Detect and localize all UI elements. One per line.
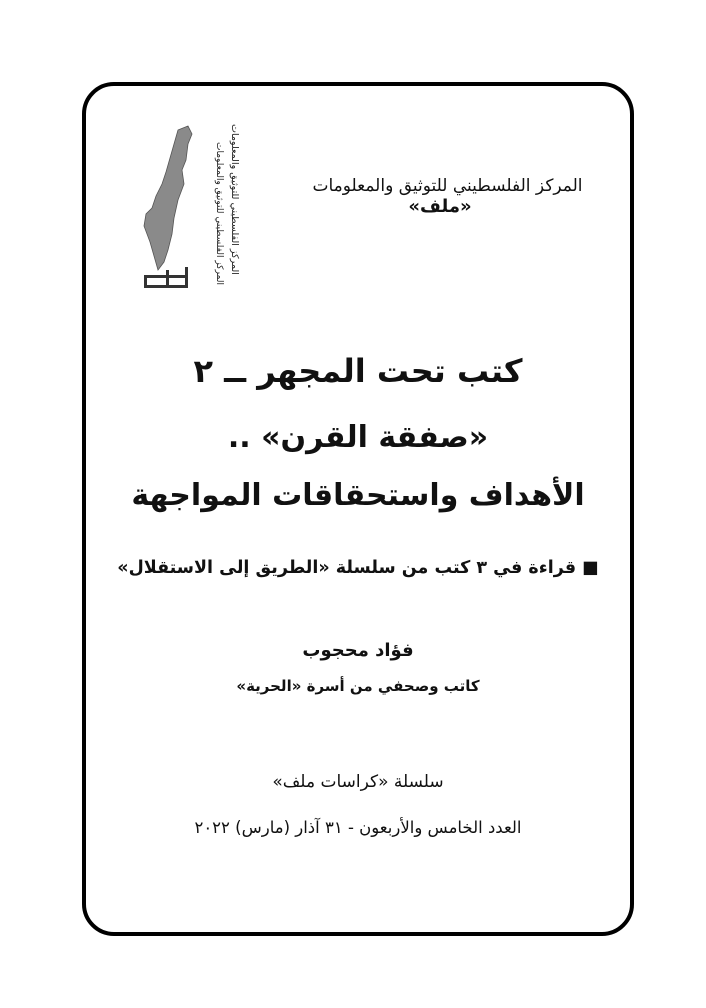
subtitle-line-1: «صفقة القرن» ..: [227, 420, 489, 455]
bullet-square-icon: ■: [582, 558, 599, 578]
logo-vertical-text: المركز الفلسطيني للتوثيق والمعلومات: [229, 124, 240, 275]
organization-short-name: «ملف»: [408, 196, 472, 217]
logo-vertical-text-2: المركز الفلسطيني للتوثيق والمعلومات: [214, 142, 224, 285]
author-name: فؤاد محجوب: [302, 640, 414, 661]
reading-note: [82, 558, 634, 578]
author-description: كاتب وصحفي من أسرة «الحرية»: [236, 677, 480, 695]
reading-note-text: قراءة في ٣ كتب من سلسلة «الطريق إلى الاستقلال»: [117, 558, 577, 578]
organization-name: المركز الفلسطيني للتوثيق والمعلومات: [312, 176, 583, 196]
issue-info: العدد الخامس والأربعون - ٣١ آذار (مارس) ٢٠٢٢: [194, 818, 522, 837]
main-title: كتب تحت المجهر ــ ٢: [193, 352, 523, 390]
series-name: سلسلة «كراسات ملف»: [272, 772, 444, 792]
organization-logo: [138, 122, 248, 290]
subtitle-line-2: الأهداف واستحقاقات المواجهة: [131, 478, 585, 513]
